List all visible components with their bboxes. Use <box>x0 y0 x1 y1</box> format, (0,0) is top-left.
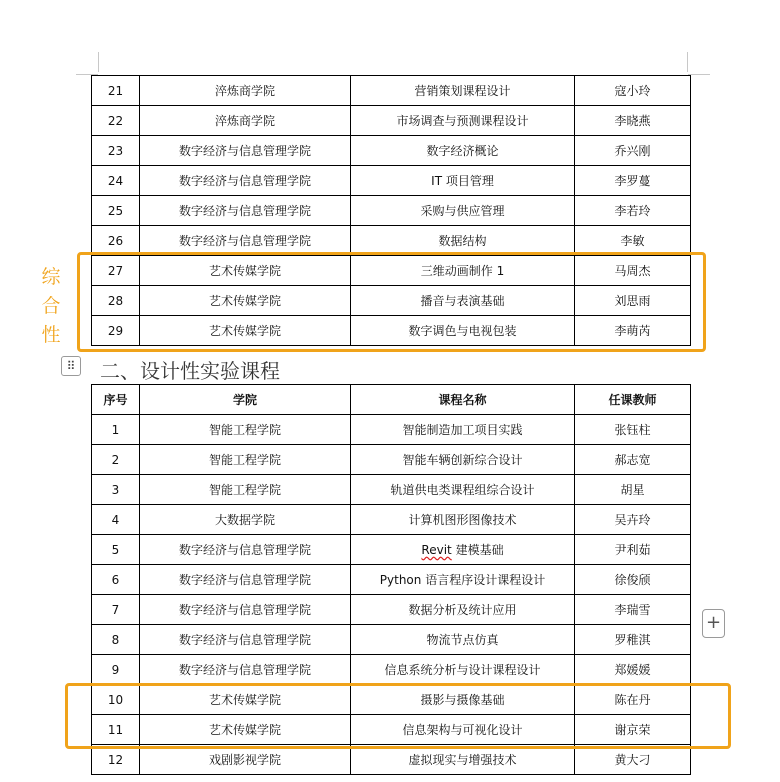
cell-no: 2 <box>92 445 140 475</box>
cell-course: 计算机图形图像技术 <box>351 505 575 535</box>
cell-teacher: 徐俊颀 <box>575 565 691 595</box>
cell-college: 数字经济与信息管理学院 <box>140 226 351 256</box>
cell-teacher: 乔兴刚 <box>575 136 691 166</box>
cell-teacher: 李瑞雪 <box>575 595 691 625</box>
table-row <box>92 166 691 196</box>
cell-course: Revit 建模基础 <box>351 535 575 565</box>
cell-no: 11 <box>92 715 140 745</box>
cell-no: 22 <box>92 106 140 136</box>
table-row <box>92 595 691 625</box>
table-row <box>92 655 691 685</box>
cell-college: 智能工程学院 <box>140 445 351 475</box>
cell-course: 市场调查与预测课程设计 <box>351 106 575 136</box>
header-no: 序号 <box>92 385 140 415</box>
cell-college: 智能工程学院 <box>140 475 351 505</box>
cell-no: 28 <box>92 286 140 316</box>
cell-course: 智能车辆创新综合设计 <box>351 445 575 475</box>
cell-college: 数字经济与信息管理学院 <box>140 166 351 196</box>
cell-teacher: 吴卉玲 <box>575 505 691 535</box>
cell-course: 营销策划课程设计 <box>351 76 575 106</box>
cell-course: 采购与供应管理 <box>351 196 575 226</box>
cell-course: 数字经济概论 <box>351 136 575 166</box>
cell-teacher: 张钰柱 <box>575 415 691 445</box>
cell-no: 10 <box>92 685 140 715</box>
table-row <box>92 136 691 166</box>
cell-no: 24 <box>92 166 140 196</box>
cell-course: 数字调色与电视包装 <box>351 316 575 346</box>
cell-teacher: 李敏 <box>575 226 691 256</box>
cell-college: 淬炼商学院 <box>140 76 351 106</box>
table-row <box>92 445 691 475</box>
table-row <box>92 625 691 655</box>
cell-course: 信息架构与可视化设计 <box>351 715 575 745</box>
table-header-row <box>92 385 691 415</box>
table-row <box>92 286 691 316</box>
table-row <box>92 316 691 346</box>
course-table-continued <box>91 75 691 346</box>
cell-college: 数字经济与信息管理学院 <box>140 565 351 595</box>
cell-course: 数据分析及统计应用 <box>351 595 575 625</box>
label-char: 综 <box>41 266 61 288</box>
cell-no: 9 <box>92 655 140 685</box>
table-row <box>92 565 691 595</box>
table-row <box>92 226 691 256</box>
cell-teacher: 李晓燕 <box>575 106 691 136</box>
cell-college: 艺术传媒学院 <box>140 286 351 316</box>
table-row <box>92 76 691 106</box>
cell-college: 大数据学院 <box>140 505 351 535</box>
label-char: 性 <box>41 324 61 346</box>
cell-college: 数字经济与信息管理学院 <box>140 655 351 685</box>
cell-no: 27 <box>92 256 140 286</box>
table-row <box>92 685 691 715</box>
cell-no: 25 <box>92 196 140 226</box>
cell-course: 播音与表演基础 <box>351 286 575 316</box>
cell-no: 6 <box>92 565 140 595</box>
label-char: 合 <box>41 295 61 317</box>
cell-no: 29 <box>92 316 140 346</box>
cell-no: 8 <box>92 625 140 655</box>
add-row-button[interactable]: + <box>702 609 725 638</box>
cell-teacher: 黄大刁 <box>575 745 691 775</box>
comprehensive-label <box>40 263 62 350</box>
cell-college: 戏剧影视学院 <box>140 745 351 775</box>
cell-teacher: 郑媛媛 <box>575 655 691 685</box>
table-move-handle-icon[interactable]: ⠿ <box>61 356 81 376</box>
cell-college: 智能工程学院 <box>140 415 351 445</box>
design-course-table <box>91 384 691 775</box>
header-college: 学院 <box>140 385 351 415</box>
cell-college: 淬炼商学院 <box>140 106 351 136</box>
spellcheck-word: Revit <box>421 543 452 557</box>
cell-course: 三维动画制作 1 <box>351 256 575 286</box>
cell-no: 12 <box>92 745 140 775</box>
cell-college: 数字经济与信息管理学院 <box>140 196 351 226</box>
table-row <box>92 535 691 565</box>
cell-teacher: 李罗蔓 <box>575 166 691 196</box>
margin-mark-right-h <box>688 74 710 75</box>
cell-teacher: 李若玲 <box>575 196 691 226</box>
table-row <box>92 475 691 505</box>
margin-mark-right <box>687 52 688 72</box>
section-heading: 二、设计性实验课程 <box>100 359 280 383</box>
cell-college: 艺术传媒学院 <box>140 715 351 745</box>
cell-college: 数字经济与信息管理学院 <box>140 625 351 655</box>
table-row <box>92 505 691 535</box>
cell-course: 信息系统分析与设计课程设计 <box>351 655 575 685</box>
cell-course: 虚拟现实与增强技术 <box>351 745 575 775</box>
cell-teacher: 马周杰 <box>575 256 691 286</box>
cell-no: 26 <box>92 226 140 256</box>
cell-teacher: 罗稚淇 <box>575 625 691 655</box>
cell-college: 艺术传媒学院 <box>140 685 351 715</box>
table-row <box>92 715 691 745</box>
cell-course: 智能制造加工项目实践 <box>351 415 575 445</box>
cell-teacher: 寇小玲 <box>575 76 691 106</box>
cell-teacher: 刘思雨 <box>575 286 691 316</box>
header-course: 课程名称 <box>351 385 575 415</box>
cell-no: 3 <box>92 475 140 505</box>
cell-no: 23 <box>92 136 140 166</box>
cell-course: 物流节点仿真 <box>351 625 575 655</box>
cell-no: 5 <box>92 535 140 565</box>
cell-no: 21 <box>92 76 140 106</box>
cell-course: IT 项目管理 <box>351 166 575 196</box>
cell-no: 7 <box>92 595 140 625</box>
cell-college: 数字经济与信息管理学院 <box>140 136 351 166</box>
cell-no: 4 <box>92 505 140 535</box>
cell-teacher: 郝志宽 <box>575 445 691 475</box>
cell-no: 1 <box>92 415 140 445</box>
cell-course: Python 语言程序设计课程设计 <box>351 565 575 595</box>
cell-college: 数字经济与信息管理学院 <box>140 595 351 625</box>
table-row <box>92 106 691 136</box>
cell-college: 数字经济与信息管理学院 <box>140 535 351 565</box>
header-teacher: 任课教师 <box>575 385 691 415</box>
cell-teacher: 李萌芮 <box>575 316 691 346</box>
cell-teacher: 胡星 <box>575 475 691 505</box>
cell-course: 摄影与摄像基础 <box>351 685 575 715</box>
cell-teacher: 尹利茹 <box>575 535 691 565</box>
table-row <box>92 745 691 775</box>
cell-college: 艺术传媒学院 <box>140 256 351 286</box>
cell-college: 艺术传媒学院 <box>140 316 351 346</box>
cell-course: 数据结构 <box>351 226 575 256</box>
table-row <box>92 196 691 226</box>
table-row <box>92 256 691 286</box>
margin-mark-left <box>98 52 99 72</box>
cell-course: 轨道供电类课程组综合设计 <box>351 475 575 505</box>
table-row <box>92 415 691 445</box>
cell-teacher: 陈在丹 <box>575 685 691 715</box>
cell-teacher: 谢京荣 <box>575 715 691 745</box>
